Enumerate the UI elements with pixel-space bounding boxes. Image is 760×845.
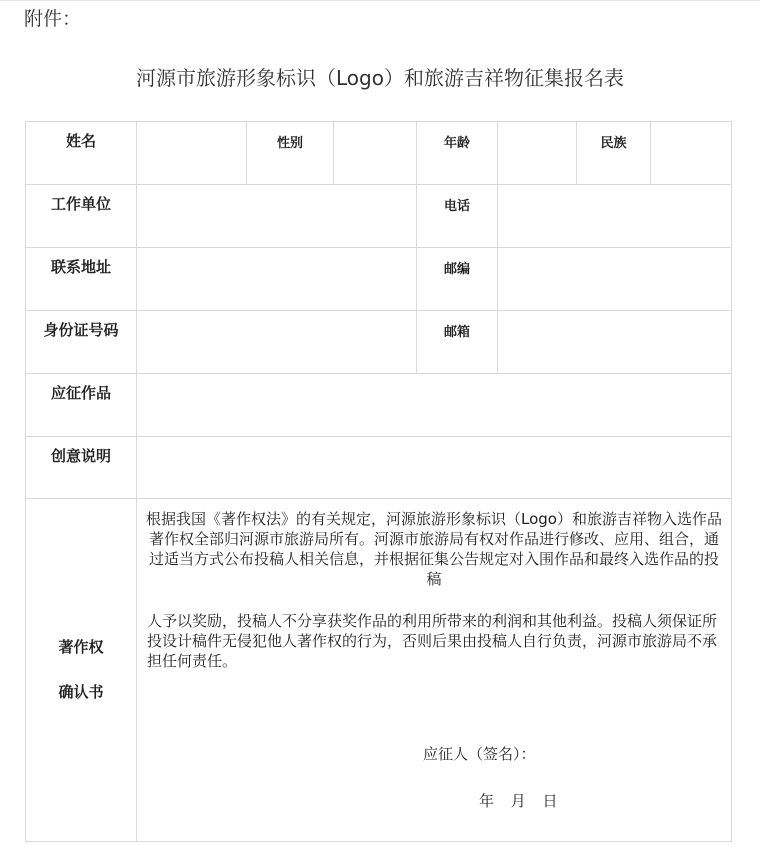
signature-label: 应征人（签名）： <box>423 745 536 763</box>
phone-label-cell <box>417 185 498 248</box>
entry-label: 应征作品 <box>50 384 111 402</box>
phone-input-cell[interactable] <box>498 185 732 248</box>
gender-label: 性别 <box>276 136 303 151</box>
work-unit-label-cell <box>26 185 137 248</box>
ethnicity-label-cell <box>577 122 651 185</box>
id-number-label-cell <box>26 311 137 374</box>
description-label-cell <box>26 437 137 499</box>
gender-label-cell <box>247 122 334 185</box>
entry-input-cell[interactable] <box>137 374 732 437</box>
postcode-label-cell <box>417 248 498 311</box>
name-label-cell <box>26 122 137 185</box>
email-input-cell[interactable] <box>498 311 732 374</box>
postcode-label: 邮编 <box>443 262 470 277</box>
copyright-statement-cell <box>137 499 732 842</box>
address-input-cell[interactable] <box>137 248 417 311</box>
form-row-description <box>26 437 732 499</box>
date-line: 年 月 日 <box>479 792 558 810</box>
form-row-copyright <box>26 499 732 842</box>
attachment-label: 附件： <box>24 8 82 30</box>
form-row-entry <box>26 374 732 437</box>
phone-label: 电话 <box>443 199 470 214</box>
id-number-label: 身份证号码 <box>43 321 119 339</box>
copyright-label-cell <box>26 499 137 842</box>
name-label: 姓名 <box>65 132 96 150</box>
description-input-cell[interactable] <box>137 437 732 499</box>
copyright-label-line1: 著作权 <box>58 638 104 656</box>
age-input-cell[interactable] <box>498 122 577 185</box>
description-label: 创意说明 <box>50 447 111 465</box>
form-row-address <box>26 248 732 311</box>
address-label-cell <box>26 248 137 311</box>
page-title: 河源市旅游形象标识（Logo）和旅游吉祥物征集报名表 <box>136 66 624 90</box>
address-label: 联系地址 <box>50 258 111 276</box>
ethnicity-label: 民族 <box>600 136 627 151</box>
top-divider <box>0 0 760 1</box>
registration-form-table <box>25 121 732 842</box>
gender-input-cell[interactable] <box>334 122 417 185</box>
work-unit-label: 工作单位 <box>50 195 111 213</box>
form-row-id <box>26 311 732 374</box>
age-label-cell <box>417 122 498 185</box>
entry-label-cell <box>26 374 137 437</box>
age-label: 年龄 <box>443 136 470 151</box>
copyright-paragraph-2: 人予以奖励，投稿人不分享获奖作品的利用所带来的利润和其他利益。投稿人须保证所投设计稿件无侵犯他人著作权的行为，否则后果由投稿人自行负责，河源市旅游局不承担任何责任。 <box>147 612 718 670</box>
copyright-label-line2: 确认书 <box>58 683 104 701</box>
id-number-input-cell[interactable] <box>137 311 417 374</box>
form-row-work <box>26 185 732 248</box>
name-input-cell[interactable] <box>137 122 247 185</box>
postcode-input-cell[interactable] <box>498 248 732 311</box>
form-row-personal <box>26 122 732 185</box>
copyright-paragraph-1: 根据我国《著作权法》的有关规定，河源旅游形象标识（Logo）和旅游吉祥物入选作品著作权全部归河源市旅游局所有。河源市旅游局有权对作品进行修改、应用、组合，通过适当方式公布投稿人相关信息，并根据征集公告规定对入围作品和最终入选作品的投稿 <box>146 510 722 588</box>
ethnicity-input-cell[interactable] <box>651 122 732 185</box>
email-label: 邮箱 <box>443 325 470 340</box>
work-unit-input-cell[interactable] <box>137 185 417 248</box>
email-label-cell <box>417 311 498 374</box>
